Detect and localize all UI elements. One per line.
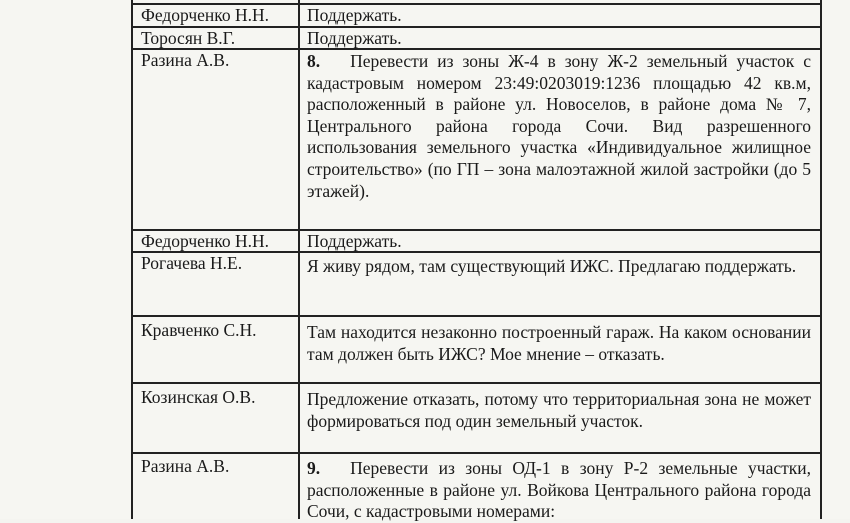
statement-text: Предложение отказать, потому что территориальная зона не может формироваться под один земельный участок. xyxy=(307,389,811,431)
table-right-border xyxy=(820,0,822,519)
table-column-divider xyxy=(298,0,300,519)
agenda-item-text: Перевести из зоны Ж-4 в зону Ж-2 земельный участок с кадастровым номером 23:49:0203019:1236 площадью 42 кв.м, расположенный в районе ул. Новоселов, в районе дома № 7, Центрального района города Сочи. Вид разрешенного использования земельного участка «Индивидуальное жилищное строительство» (по ГП – зона малоэтажной жилой застройки (до 5 этажей). xyxy=(307,51,811,201)
agenda-item-number: 9. xyxy=(307,458,321,478)
speaker-name: Торосян В.Г. xyxy=(141,28,236,48)
agenda-item-number: 8. xyxy=(307,51,321,71)
statement-text: Там находится незаконно построенный гараж. На каком основании там должен быть ИЖС? Мое мнение – отказать. xyxy=(307,322,811,364)
agenda-item xyxy=(307,51,811,202)
row-divider xyxy=(131,382,821,384)
row-divider xyxy=(131,452,821,454)
statement-text: Поддержать. xyxy=(307,28,402,48)
speaker-name: Козинская О.В. xyxy=(141,387,256,407)
speaker-name: Разина А.В. xyxy=(141,456,230,476)
statement-text: Поддержать. xyxy=(307,5,402,25)
table-left-border xyxy=(131,0,133,519)
agenda-item-text: Перевести из зоны ОД-1 в зону Р-2 земельные участки, расположенные в районе ул. Войкова Центрального района города Сочи, с кадастровыми номерами: xyxy=(307,458,811,522)
speaker-name: Рогачева Н.Е. xyxy=(141,253,243,273)
row-divider xyxy=(131,315,821,317)
speaker-name: Кравченко С.Н. xyxy=(141,320,257,340)
speaker-name: Федорченко Н.Н. xyxy=(141,231,270,251)
speaker-name: Разина А.В. xyxy=(141,50,230,70)
agenda-item xyxy=(307,458,811,523)
statement-text: Я живу рядом, там существующий ИЖС. Предлагаю поддержать. xyxy=(307,256,797,276)
statement-text: Поддержать. xyxy=(307,231,402,251)
speaker-name: Федорченко Н.Н. xyxy=(141,5,270,25)
